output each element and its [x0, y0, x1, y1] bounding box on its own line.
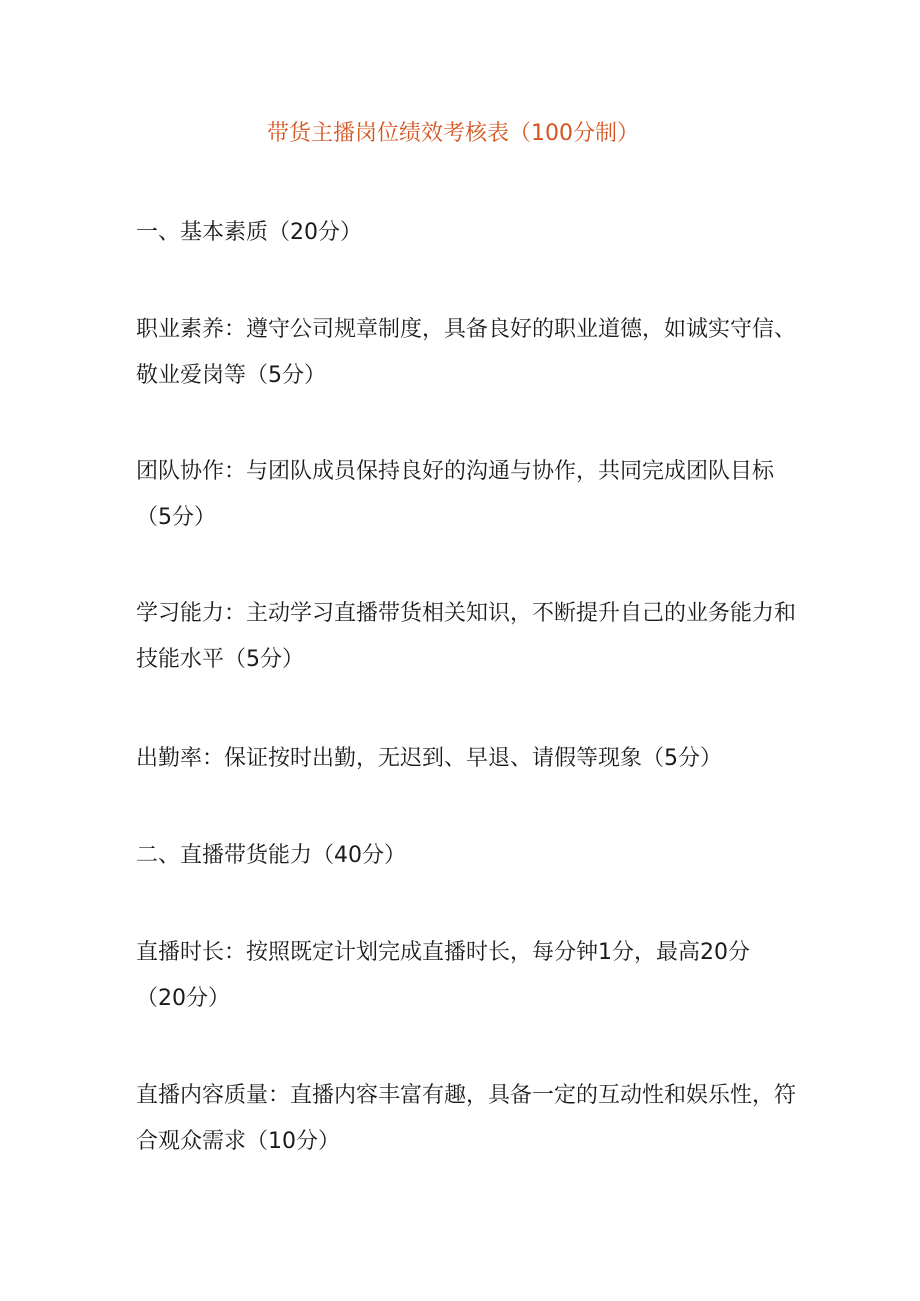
section-heading-livestream-ability: 二、直播带货能力（40分）: [136, 843, 406, 868]
section-heading-basic-quality: 一、基本素质（20分）: [136, 220, 362, 245]
item-teamwork: 团队协作：与团队成员保持良好的沟通与协作，共同完成团队目标（5分）: [136, 459, 775, 530]
item-learning-ability: 学习能力：主动学习直播带货相关知识，不断提升自己的业务能力和技能水平（5分）: [136, 601, 797, 672]
document-title: 带货主播岗位绩效考核表（100分制）: [267, 121, 639, 146]
item-content-quality: 直播内容质量：直播内容丰富有趣，具备一定的互动性和娱乐性，符合观众需求（10分）: [136, 1083, 797, 1154]
item-attendance: 出勤率：保证按时出勤，无迟到、早退、请假等现象（5分）: [136, 746, 722, 771]
item-professional-quality: 职业素养：遵守公司规章制度，具备良好的职业道德，如诚实守信、敬业爱岗等（5分）: [136, 317, 797, 388]
item-livestream-duration: 直播时长：按照既定计划完成直播时长，每分钟1分，最高20分（20分）: [136, 940, 750, 1011]
